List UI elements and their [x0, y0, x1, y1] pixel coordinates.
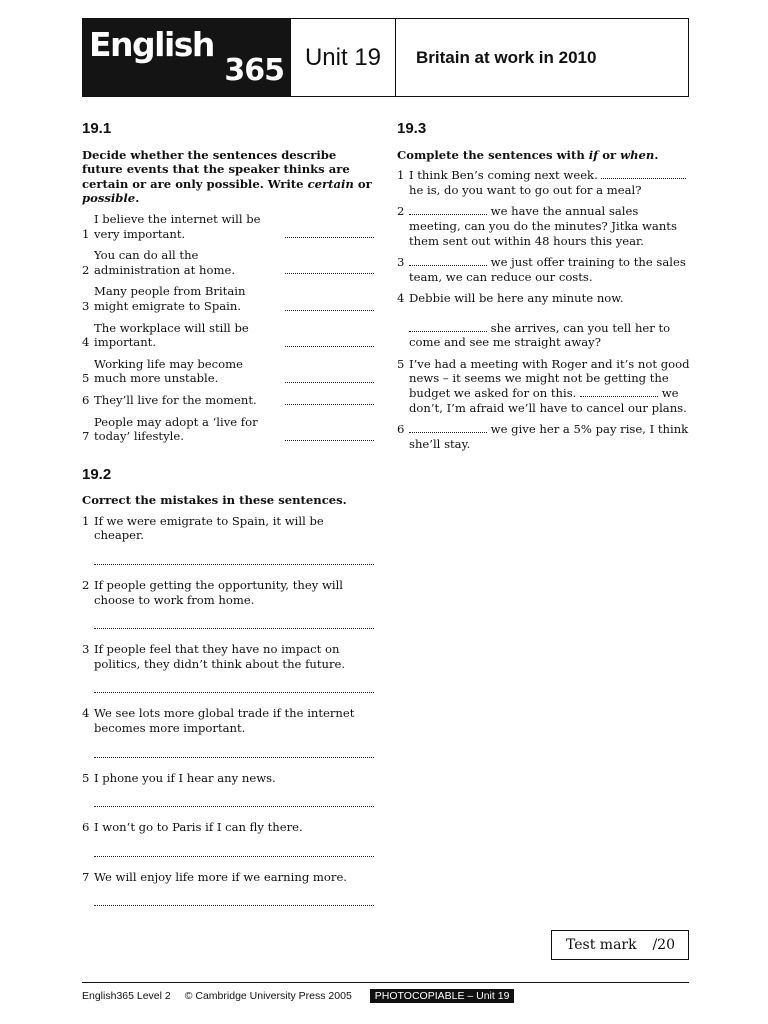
answer-line[interactable] [94, 806, 374, 807]
exercise-item: 4 Debbie will be here any minute now. she arrives, can you tell her to come and see me straight away? [397, 291, 671, 350]
exercise-item: 3 Many people from Britain might emigrate to Spain. [82, 284, 374, 313]
answer-line[interactable] [285, 237, 374, 238]
unit-number: Unit 19 [290, 19, 396, 96]
unit-title: Britain at work in 2010 [416, 47, 597, 67]
answer-line[interactable] [94, 757, 374, 758]
section-instructions: Correct the mistakes in these sentences. [82, 493, 347, 508]
exercise-item: 2 If people getting the opportunity, they will choose to work from home. [82, 578, 374, 629]
test-mark-score[interactable]: /20 [652, 937, 675, 953]
answer-line[interactable] [94, 905, 374, 906]
exercise-item: 7 We will enjoy life more if we earning more. [82, 870, 374, 907]
exercise-item: 2 You can do all the administration at home. [82, 248, 374, 277]
footer-level: English365 Level 2 [82, 990, 171, 1002]
exercise-item: 1 I think Ben’s coming next week. he is, do you want to go out for a meal? [397, 168, 690, 197]
worksheet-header [82, 18, 689, 97]
exercise-item: 5 I’ve had a meeting with Roger and it’s not good news – it seems we might not be getting the budget we asked for on this. we don’t, I’m afraid we’ll have to cancel our plans. [397, 356, 690, 415]
answer-gap[interactable] [409, 321, 487, 332]
test-mark-label: Test mark [566, 937, 637, 953]
exercise-item: 5 Working life may become much more unstable. [82, 357, 374, 386]
exercise-item: 6 I won’t go to Paris if I can fly there. [82, 820, 374, 857]
answer-line[interactable] [285, 310, 374, 311]
answer-line[interactable] [94, 856, 374, 857]
footer-copyright: © Cambridge University Press 2005 [184, 990, 352, 1002]
exercise-item: 1 I believe the internet will be very important. [82, 212, 374, 241]
answer-line[interactable] [285, 346, 374, 347]
exercise-item: 2 we have the annual sales meeting, can you do the minutes? Jitka wants them sent out within 48 hours this year. [397, 204, 677, 248]
answer-line[interactable] [94, 692, 374, 693]
exercise-item: 4 We see lots more global trade if the internet becomes more important. [82, 706, 374, 757]
footer-divider [82, 982, 689, 983]
exercise-item: 4 The workplace will still be important. [82, 321, 374, 350]
answer-gap[interactable] [409, 204, 487, 215]
exercise-item: 6 They’ll live for the moment. [82, 393, 374, 408]
logo-text-365: 365 [224, 53, 284, 88]
right-column [397, 122, 690, 458]
section-title: 19.2 [82, 465, 112, 483]
answer-gap[interactable] [580, 386, 658, 397]
answer-line[interactable] [285, 404, 374, 405]
answer-line[interactable] [285, 273, 374, 274]
exercise-item: 7 People may adopt a ‘live for today’ lifestyle. [82, 415, 374, 444]
left-column [82, 122, 374, 906]
section-19-2 [82, 465, 374, 907]
answer-line[interactable] [94, 628, 374, 629]
section-instructions: Decide whether the sentences describe future events that the speaker thinks are certain or are only possible. Write certain or possible. [82, 147, 372, 206]
exercise-item: 5 I phone you if I hear any news. [82, 771, 374, 808]
exercise-item: 1 If we were emigrate to Spain, it will be cheaper. [82, 514, 374, 565]
section-title: 19.3 [397, 120, 427, 137]
section-title: 19.1 [82, 120, 112, 137]
exercise-item: 3 we just offer training to the sales team, we can reduce our costs. [397, 255, 686, 284]
answer-line[interactable] [285, 382, 374, 383]
logo-text-english: English [89, 25, 214, 64]
photocopiable-badge: PHOTOCOPIABLE – Unit 19 [370, 989, 515, 1003]
section-instructions: Complete the sentences with if or when. [397, 147, 659, 162]
answer-line[interactable] [94, 564, 374, 565]
page-footer [82, 989, 514, 1003]
answer-gap[interactable] [409, 422, 487, 433]
answer-gap[interactable] [409, 255, 487, 266]
exercise-item: 6 we give her a 5% pay rise, I think she’ll stay. [397, 422, 689, 451]
section-19-3 [397, 122, 690, 451]
answer-gap[interactable] [601, 168, 686, 179]
answer-line[interactable] [285, 440, 374, 441]
test-mark-box [551, 930, 689, 960]
exercise-item: 3 If people feel that they have no impact on politics, they didn’t think about the future. [82, 642, 374, 693]
english365-logo [83, 19, 290, 96]
section-19-1 [82, 122, 374, 444]
